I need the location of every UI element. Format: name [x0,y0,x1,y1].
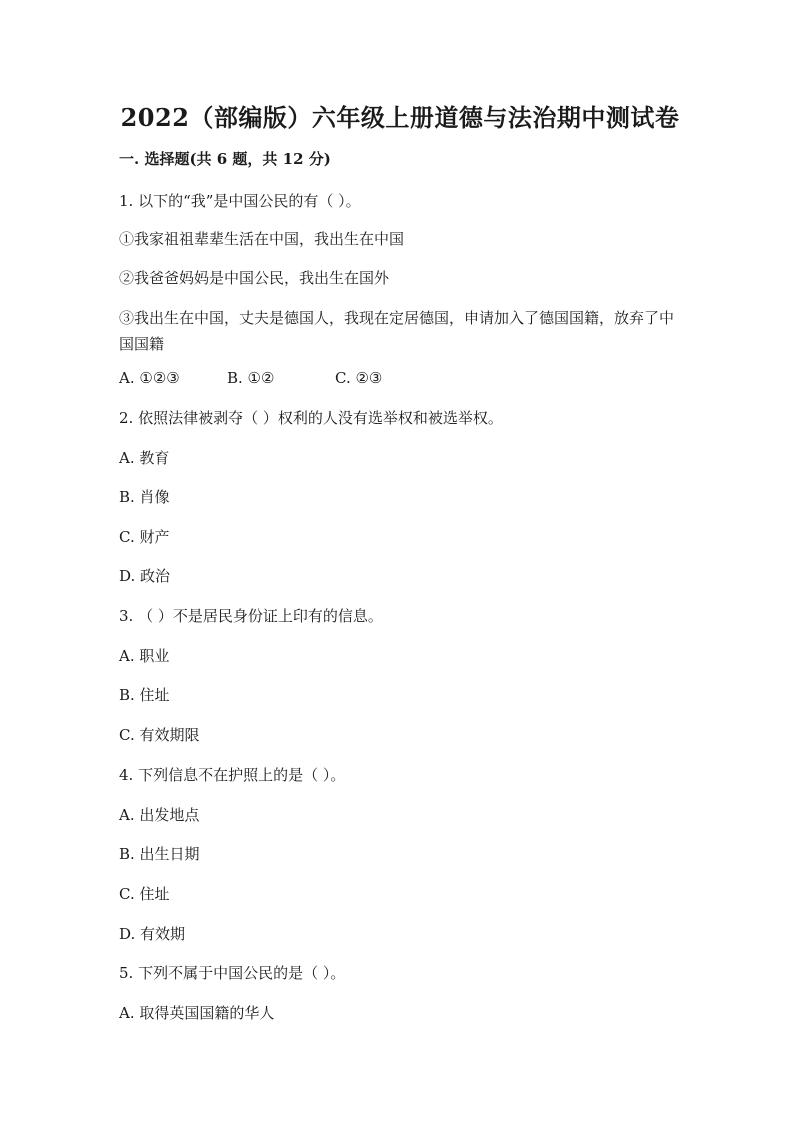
section-heading: 一. 选择题(共 6 题，共 12 分) [119,150,331,168]
question-1-statement-1: ①我家祖祖辈辈生活在中国，我出生在中国 [119,230,405,248]
question-1-statement-2: ②我爸爸妈妈是中国公民，我出生在国外 [119,269,390,287]
question-1-stem: 1. 以下的“我”是中国公民的有（ ）。 [119,192,361,210]
question-1-options [119,368,443,388]
question-1-statement-3: ③我出生在中国，丈夫是德国人，我现在定居德国，申请加入了德国国籍，放弃了中国国籍 [119,309,675,353]
question-2-stem: 2. 依照法律被剥夺（ ）权利的人没有选举权和被选举权。 [119,409,503,427]
question-1-option-a: A. ①②③ [119,369,180,387]
question-3-option-c: C. 有效期限 [119,726,200,744]
question-2-option-d: D. 政治 [119,567,171,585]
question-2-option-c: C. 财产 [119,528,170,546]
question-5-option-a: A. 取得英国国籍的华人 [119,1004,275,1022]
question-2-option-a: A. 教育 [119,449,170,467]
question-3-stem: 3. （ ）不是居民身份证上印有的信息。 [119,607,383,625]
question-4-option-d: D. 有效期 [119,925,186,943]
question-5-stem: 5. 下列不属于中国公民的是（ ）。 [119,964,346,982]
question-3-option-b: B. 住址 [119,686,170,704]
question-3-option-a: A. 职业 [119,647,170,665]
question-4-option-a: A. 出发地点 [119,806,200,824]
question-4-option-c: C. 住址 [119,885,170,903]
page-title: 2022（部编版）六年级上册道德与法治期中测试卷 [120,103,680,132]
question-1-option-b: B. ①② [227,369,275,387]
question-2-option-b: B. 肖像 [119,488,170,506]
question-4-stem: 4. 下列信息不在护照上的是（ ）。 [119,766,346,784]
question-4-option-b: B. 出生日期 [119,845,200,863]
question-1-option-c: C. ②③ [335,369,383,387]
